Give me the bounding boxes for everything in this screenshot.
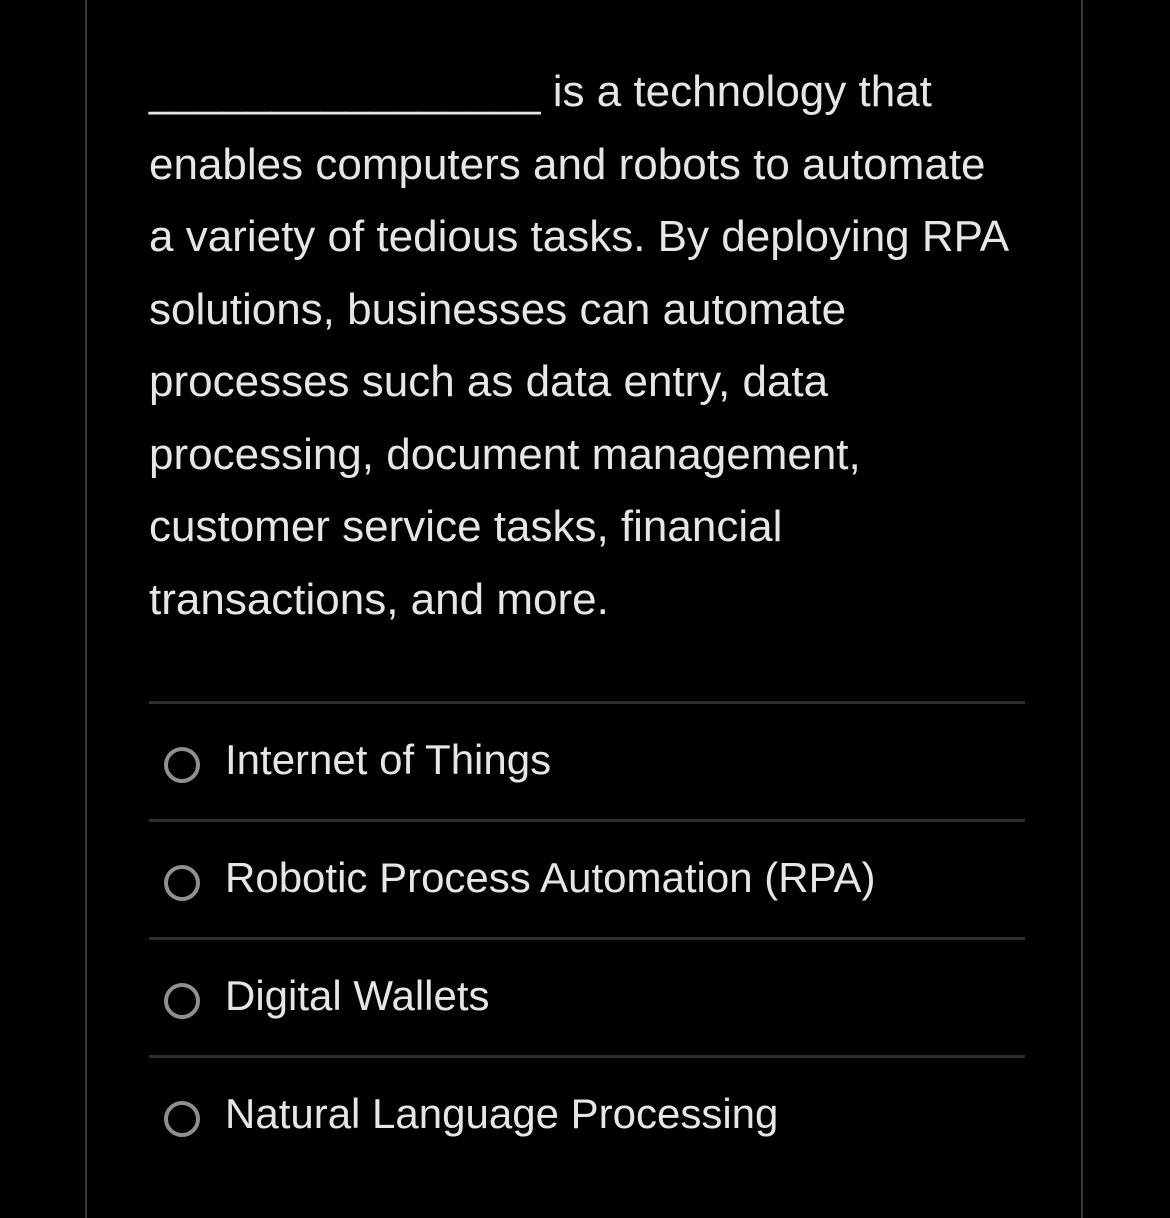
question-body: is a technology that enables computers and robots to automate a variety of tedious tasks. By deploying RPA solutions, businesses can automate processes such as data entry, data processing, document management, customer service tasks, financial transactions, and more.	[149, 67, 1007, 624]
question-panel	[85, 0, 1083, 1218]
option-internet-of-things[interactable]	[149, 701, 1025, 819]
radio-button-icon[interactable]	[164, 747, 200, 783]
option-label: Digital Wallets	[225, 972, 490, 1019]
option-label: Internet of Things	[225, 736, 552, 783]
answer-options	[149, 701, 1025, 1173]
option-natural-language-processing[interactable]	[149, 1055, 1025, 1173]
radio-button-icon[interactable]	[164, 983, 200, 1019]
option-robotic-process-automation[interactable]	[149, 819, 1025, 937]
radio-button-icon[interactable]	[164, 1101, 200, 1137]
question-text	[149, 56, 1019, 636]
option-label: Robotic Process Automation (RPA)	[225, 854, 876, 901]
option-label: Natural Language Processing	[225, 1090, 779, 1137]
answer-blank: ________________	[149, 67, 541, 116]
option-digital-wallets[interactable]	[149, 937, 1025, 1055]
radio-button-icon[interactable]	[164, 865, 200, 901]
